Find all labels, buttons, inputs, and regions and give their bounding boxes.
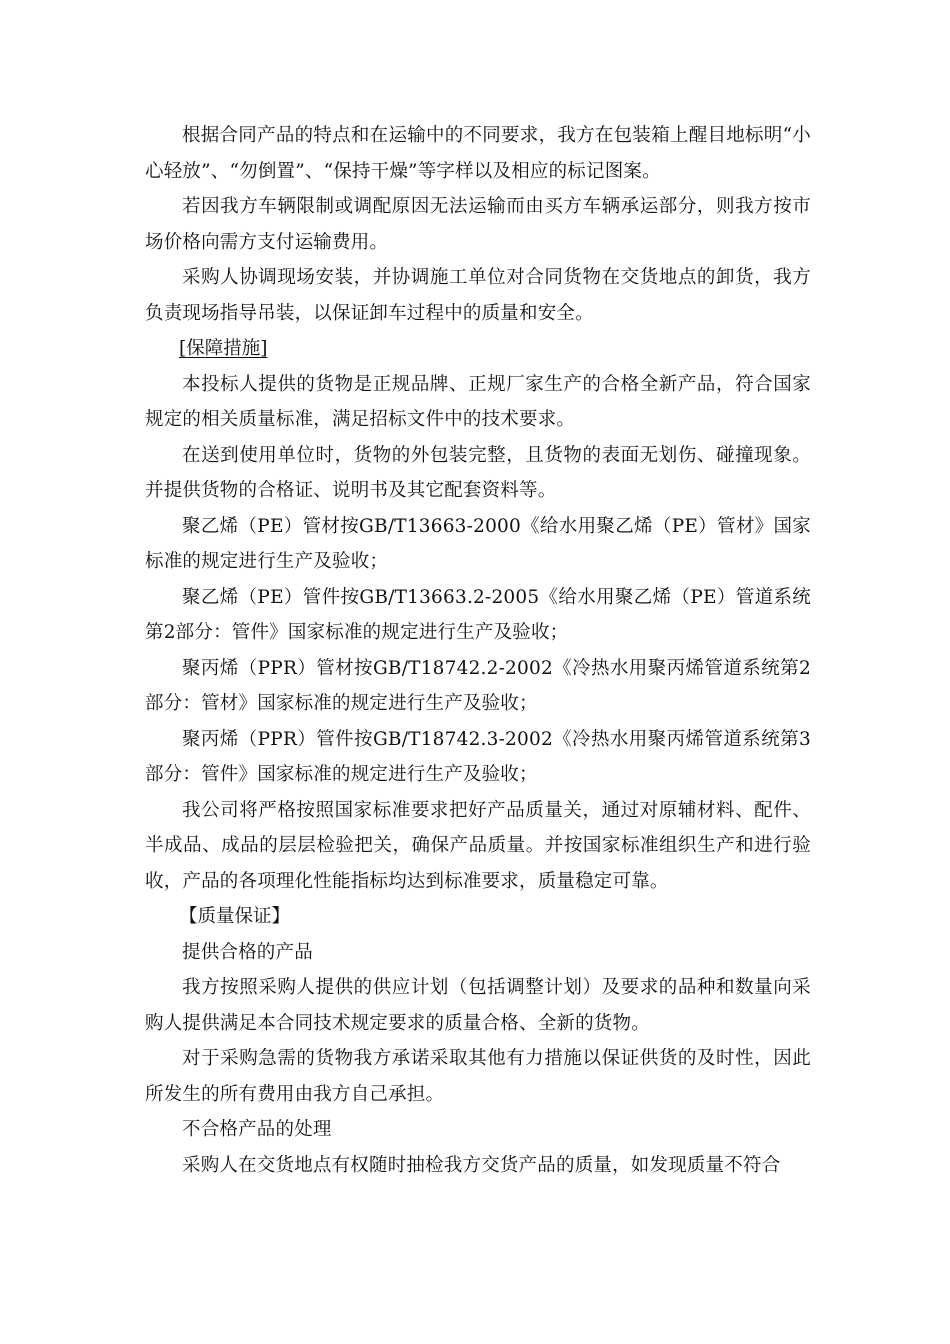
paragraph-spot-check: 采购人在交货地点有权随时抽检我方交货产品的质量，如发现质量不符合 bbox=[182, 1154, 781, 1176]
paragraph-ppr-pipe-standard: 聚丙烯（PPR）管材按GB/T18742.2-2002《冷热水用聚丙烯管道系统第2部分：管材》国家标准的规定进行生产及验收； bbox=[145, 657, 811, 714]
paragraph-urgent-goods: 对于采购急需的货物我方承诺采取其他有力措施以保证供货的及时性，因此所发生的所有费用由我方自己承担。 bbox=[145, 1048, 811, 1105]
paragraph-pe-pipe-standard: 聚乙烯（PE）管材按GB/T13663-2000《给水用聚乙烯（PE）管材》国家标准的规定进行生产及验收； bbox=[145, 515, 811, 572]
paragraph-ppr-fitting-standard: 聚丙烯（PPR）管件按GB/T18742.3-2002《冷热水用聚丙烯管道系统第3部分：管件》国家标准的规定进行生产及验收； bbox=[145, 728, 811, 785]
heading-safeguard-measures bbox=[145, 331, 811, 367]
paragraph-supply-plan: 我方按照采购人提供的供应计划（包括调整计划）及要求的品种和数量向采购人提供满足本合同技术规定要求的质量合格、全新的货物。 bbox=[145, 977, 811, 1034]
subheading-nonconforming-products: 不合格产品的处理 bbox=[182, 1119, 332, 1140]
paragraph-packaging-marks: 根据合同产品的特点和在运输中的不同要求，我方在包装箱上醒目地标明“小心轻放”、“勿倒置”、“保持干燥”等字样以及相应的标记图案。 bbox=[145, 125, 811, 182]
subheading-qualified-products: 提供合格的产品 bbox=[182, 941, 313, 963]
paragraph-pe-fitting-standard: 聚乙烯（PE）管件按GB/T13663.2-2005《给水用聚乙烯（PE）管道系统第2部分：管件》国家标准的规定进行生产及验收； bbox=[145, 586, 811, 643]
paragraph-onsite-unloading: 采购人协调现场安装，并协调施工单位对合同货物在交货地点的卸货，我方负责现场指导吊装，以保证卸车过程中的质量和安全。 bbox=[145, 267, 811, 324]
document-body bbox=[145, 118, 811, 1183]
paragraph-transport-fee: 若因我方车辆限制或调配原因无法运输而由买方车辆承运部分，则我方按市场价格向需方支付运输费用。 bbox=[145, 196, 811, 253]
paragraph-delivery-condition: 在送到使用单位时，货物的外包装完整，且货物的表面无划伤、碰撞现象。并提供货物的合格证、说明书及其它配套资料等。 bbox=[145, 444, 811, 501]
heading-safeguard-measures-text: [保障措施] bbox=[179, 338, 268, 359]
paragraph-genuine-products: 本投标人提供的货物是正规品牌、正规厂家生产的合格全新产品，符合国家规定的相关质量标准，满足招标文件中的技术要求。 bbox=[145, 373, 811, 430]
paragraph-quality-control: 我公司将严格按照国家标准要求把好产品质量关，通过对原辅材料、配件、半成品、成品的层层检验把关，确保产品质量。并按国家标准组织生产和进行验收，产品的各项理化性能指标均达到标准要求，质量稳定可靠。 bbox=[145, 799, 811, 892]
heading-quality-assurance: 【质量保证】 bbox=[179, 906, 291, 927]
